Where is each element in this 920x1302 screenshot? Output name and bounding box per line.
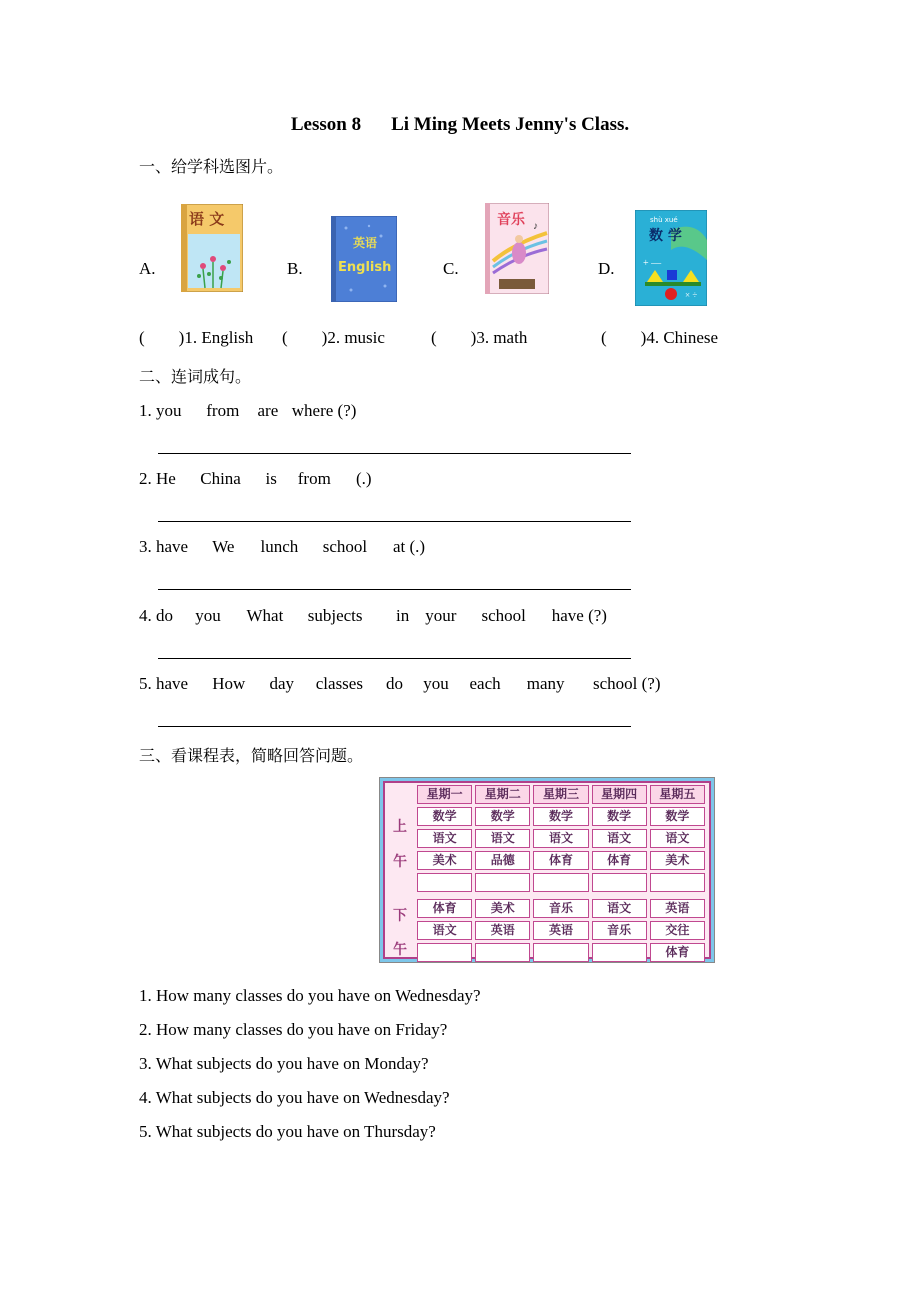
option-d-label: D.: [598, 259, 615, 278]
timetable-cell: 美术: [650, 851, 705, 870]
svg-text:× ÷: × ÷: [685, 290, 698, 300]
question-3: 3. What subjects do you have on Monday?: [139, 1054, 429, 1073]
timetable-cell: 音乐: [533, 899, 588, 918]
timetable-day-header: 星期二: [475, 785, 530, 804]
english-book-subtitle: English: [338, 260, 392, 275]
math-book-pinyin: shù xué: [650, 216, 678, 224]
timetable-cell: 体育: [650, 943, 705, 962]
question-1: 1. How many classes do you have on Wednesday?: [139, 986, 481, 1005]
timetable-cell: 体育: [592, 851, 647, 870]
lesson-name: Li Ming Meets Jenny's Class.: [391, 114, 630, 135]
section1-heading: 一、给学科选图片。: [139, 157, 284, 176]
timetable-cell: 语文: [417, 921, 472, 940]
english-book-title: 英语: [353, 236, 378, 250]
scramble-item-3: 3. have We lunch school at (.): [139, 537, 426, 556]
timetable-cell: [417, 873, 472, 892]
timetable-cell: 交往: [650, 921, 705, 940]
lesson-number: Lesson 8: [290, 114, 362, 135]
answer-line-5[interactable]: [158, 726, 631, 727]
answer-line-4[interactable]: [158, 658, 631, 659]
answer-line-1[interactable]: [158, 453, 631, 454]
answer-english: ( )1. English: [139, 328, 254, 347]
timetable-cell: 体育: [533, 851, 588, 870]
timetable-day-header: 星期一: [417, 785, 472, 804]
answer-math: ( )3. math: [431, 328, 528, 347]
chinese-book-title: 语 文: [189, 210, 225, 228]
timetable-cell: 数学: [650, 807, 705, 826]
music-book-title: 音乐: [497, 212, 525, 228]
math-book-image: [635, 210, 707, 306]
timetable-cell: 体育: [417, 899, 472, 918]
timetable-cell: 数学: [417, 807, 472, 826]
timetable-cell: 语文: [417, 829, 472, 848]
timetable-cell: 语文: [650, 829, 705, 848]
timetable-cell: [417, 943, 472, 962]
math-book-title: 数 学: [649, 228, 682, 244]
timetable-cell: 数学: [592, 807, 647, 826]
option-c-label: C.: [443, 259, 459, 278]
option-b-label: B.: [287, 259, 303, 278]
timetable-cell: [475, 943, 530, 962]
afternoon-label-1: 下: [393, 908, 407, 924]
timetable-cell: 语文: [475, 829, 530, 848]
section2-heading: 二、连词成句。: [139, 367, 252, 386]
scramble-item-4: 4. do you What subjects in your school have (?): [139, 606, 607, 625]
timetable-cell: [533, 873, 588, 892]
answer-line-2[interactable]: [158, 521, 631, 522]
scramble-item-2: 2. He China is from (.): [139, 469, 372, 488]
answer-line-3[interactable]: [158, 589, 631, 590]
timetable-cell: 美术: [475, 899, 530, 918]
timetable-cell: 语文: [592, 899, 647, 918]
scramble-item-1: 1. you from are where (?): [139, 401, 357, 420]
svg-text:♪: ♪: [533, 221, 538, 232]
timetable-cell: [533, 943, 588, 962]
section3-heading: 三、看课程表，简略回答问题。: [139, 746, 364, 765]
morning-label-2: 午: [393, 854, 407, 870]
morning-label-1: 上: [393, 819, 407, 835]
timetable-cell: 品德: [475, 851, 530, 870]
page-title: [0, 114, 920, 136]
scramble-item-5: 5. have How day classes do you each many school (?): [139, 674, 661, 693]
answer-music: ( )2. music: [282, 328, 385, 347]
timetable: [379, 777, 715, 963]
question-5: 5. What subjects do you have on Thursday?: [139, 1122, 436, 1141]
timetable-grid: [417, 785, 708, 959]
timetable-cell: 英语: [475, 921, 530, 940]
timetable-cell: 语文: [592, 829, 647, 848]
timetable-cell: 美术: [417, 851, 472, 870]
question-2: 2. How many classes do you have on Friday?: [139, 1020, 448, 1039]
option-a-label: A.: [139, 259, 156, 278]
timetable-cell: 数学: [533, 807, 588, 826]
music-book-image: [485, 203, 549, 294]
chinese-book-image: [181, 204, 243, 292]
timetable-day-header: 星期五: [650, 785, 705, 804]
timetable-cell: 语文: [533, 829, 588, 848]
timetable-cell: 英语: [650, 899, 705, 918]
timetable-cell: [475, 873, 530, 892]
timetable-cell: 英语: [533, 921, 588, 940]
question-4: 4. What subjects do you have on Wednesday?: [139, 1088, 450, 1107]
timetable-cell: [592, 943, 647, 962]
timetable-day-header: 星期四: [592, 785, 647, 804]
answer-chinese: ( )4. Chinese: [601, 328, 719, 347]
timetable-cell: [592, 873, 647, 892]
timetable-cell: [650, 873, 705, 892]
english-book-image: [331, 216, 397, 302]
svg-text:+ —: + —: [643, 258, 662, 269]
timetable-day-header: 星期三: [533, 785, 588, 804]
timetable-cell: 数学: [475, 807, 530, 826]
afternoon-label-2: 午: [393, 942, 407, 958]
timetable-cell: 音乐: [592, 921, 647, 940]
